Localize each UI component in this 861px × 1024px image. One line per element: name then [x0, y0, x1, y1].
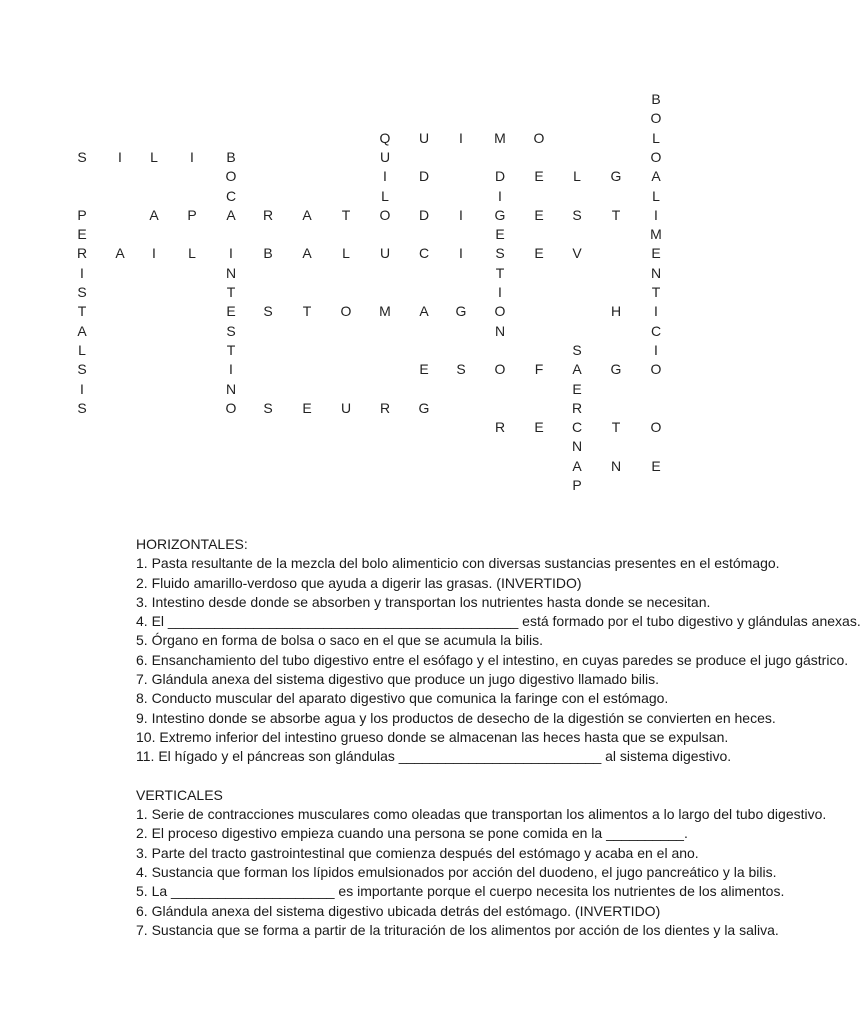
grid-letter: A — [149, 206, 159, 223]
grid-letter: S — [226, 322, 236, 339]
grid-letter: B — [226, 148, 236, 165]
grid-letter: N — [225, 264, 237, 281]
grid-letter: R — [262, 206, 274, 223]
grid-letter: C — [650, 322, 662, 339]
grid-letter: E — [534, 206, 544, 223]
grid-letter: E — [651, 457, 661, 474]
grid-letter: E — [419, 361, 429, 378]
grid-letter: I — [498, 187, 502, 204]
grid-letter: V — [572, 245, 582, 262]
vertical-clue: 4. Sustancia que forman los lípidos emulsionados por acción del duodeno, el jugo pancreático y la bilis. — [136, 864, 777, 881]
grid-letter: O — [379, 206, 391, 223]
grid-letter: A — [302, 245, 312, 262]
vertical-clue: 3. Parte del tracto gastrointestinal que comienza después del estómago y acaba en el ano. — [136, 844, 699, 861]
grid-letter: O — [650, 110, 662, 127]
horizontal-clue-list — [136, 554, 861, 766]
grid-letter: S — [77, 361, 87, 378]
grid-letter: U — [379, 148, 391, 165]
grid-letter: M — [650, 226, 662, 243]
grid-letter: A — [572, 457, 582, 474]
grid-letter: O — [494, 361, 506, 378]
grid-letter: T — [302, 303, 312, 320]
grid-letter: S — [263, 303, 273, 320]
grid-letter: B — [651, 91, 661, 107]
grid-letter: E — [495, 226, 505, 243]
grid-letter: R — [379, 399, 391, 416]
grid-letter: E — [302, 399, 312, 416]
grid-letter: I — [80, 380, 84, 397]
horizontal-clue: 6. Ensanchamiento del tubo digestivo entre el esófago y el intestino, en cuyas paredes se produce el jugo gástrico. — [136, 651, 849, 668]
horizontal-clue: 4. El _____________________________________________ está formado por el tubo digestivo y glándulas anexas. — [136, 613, 861, 630]
grid-letter: Q — [379, 129, 391, 146]
grid-letter: S — [495, 245, 505, 262]
vertical-clue: 5. La _____________________ es importante porque el cuerpo necesita los nutrientes de los alimentos. — [136, 883, 785, 900]
grid-letter: T — [226, 341, 236, 358]
grid-letter: S — [77, 399, 87, 416]
grid-letter: L — [78, 341, 86, 358]
horizontal-clue: 9. Intestino donde se absorbe agua y los productos de desecho de la digestión se convierten en heces. — [136, 709, 776, 726]
grid-letter: C — [418, 245, 430, 262]
grid-letter: I — [459, 245, 463, 262]
grid-letter: E — [534, 419, 544, 436]
grid-letter: I — [654, 303, 658, 320]
grid-letter: G — [455, 303, 467, 320]
vertical-title: VERTICALES — [136, 786, 223, 803]
grid-letter: R — [571, 399, 583, 416]
grid-letter: M — [379, 303, 391, 320]
horizontal-clue: 11. El hígado y el páncreas son glándulas __________________________ al sistema digestivo. — [136, 748, 732, 765]
grid-letter: A — [572, 361, 582, 378]
grid-letter: H — [610, 303, 622, 320]
grid-letter: I — [654, 206, 658, 223]
grid-letter: I — [118, 148, 122, 165]
grid-letter: A — [302, 206, 312, 223]
grid-letter: I — [80, 264, 84, 281]
grid-letter: I — [459, 206, 463, 223]
grid-letter: A — [651, 168, 661, 185]
grid-letter: S — [572, 341, 582, 358]
grid-letter: T — [226, 284, 236, 300]
grid-letter: I — [152, 245, 156, 262]
horizontal-clue: 7. Glándula anexa del sistema digestivo que produce un jugo digestivo llamado bilis. — [136, 671, 659, 688]
grid-letter: O — [225, 399, 237, 416]
grid-letter: O — [650, 361, 662, 378]
grid-letter: N — [571, 438, 583, 455]
horizontal-clue: 10. Extremo inferior del intestino grueso donde se almacenan las heces hasta que se expulsan. — [136, 728, 729, 745]
grid-letter: O — [533, 129, 545, 146]
grid-letter: A — [77, 322, 87, 339]
grid-letter: L — [342, 245, 350, 262]
grid-letter: R — [494, 419, 506, 436]
grid-letter: U — [379, 245, 391, 262]
grid-letter: N — [494, 322, 506, 339]
grid-letter: I — [229, 245, 233, 262]
grid-letter: O — [225, 168, 237, 185]
grid-letter: S — [77, 284, 87, 300]
grid-letter: L — [381, 187, 389, 204]
grid-letter: E — [77, 226, 87, 243]
grid-letter: A — [419, 303, 429, 320]
grid-letter: I — [229, 361, 233, 378]
grid-letter: S — [263, 399, 273, 416]
grid-letter: L — [652, 129, 660, 146]
grid-letter: M — [494, 129, 506, 146]
grid-letter: B — [263, 245, 273, 262]
grid-letter: I — [654, 341, 658, 358]
grid-letter: E — [534, 245, 544, 262]
vertical-clue: 6. Glándula anexa del sistema digestivo ubicada detrás del estómago. (INVERTIDO) — [136, 902, 661, 919]
grid-letter: O — [340, 303, 352, 320]
grid-letter: N — [225, 380, 237, 397]
vertical-clue: 7. Sustancia que se forma a partir de la trituración de los alimentos por acción de los dientes y la saliva. — [136, 921, 779, 938]
grid-letter: U — [340, 399, 352, 416]
grid-letter: S — [77, 148, 87, 165]
grid-letter: C — [571, 419, 583, 436]
grid-letter: N — [610, 457, 622, 474]
grid-letter: A — [226, 206, 236, 223]
grid-letter: S — [456, 361, 466, 378]
grid-letter: I — [459, 129, 463, 146]
grid-letter: L — [150, 148, 158, 165]
grid-letter: P — [572, 477, 582, 493]
horizontal-clue: 2. Fluido amarillo-verdoso que ayuda a digerir las grasas. (INVERTIDO) — [136, 574, 582, 591]
grid-letter: D — [494, 168, 506, 185]
horizontal-clue: 5. Órgano en forma de bolsa o saco en el que se acumula la bilis. — [136, 632, 544, 649]
grid-letter: T — [341, 206, 351, 223]
grid-letter: E — [534, 168, 544, 185]
horizontal-title: HORIZONTALES: — [136, 536, 248, 552]
grid-letter: I — [498, 284, 502, 300]
grid-letter: T — [611, 419, 621, 436]
clues-section — [136, 535, 861, 940]
grid-letter: C — [225, 187, 237, 204]
grid-letter: O — [494, 303, 506, 320]
grid-letter: I — [383, 168, 387, 185]
grid-letter: O — [650, 419, 662, 436]
grid-letter: P — [77, 206, 87, 223]
grid-letter: L — [652, 187, 660, 204]
grid-letter: G — [610, 361, 622, 378]
grid-letter: P — [187, 206, 197, 223]
grid-letter: I — [190, 148, 194, 165]
grid-letter: L — [188, 245, 196, 262]
grid-letter: A — [115, 245, 125, 262]
vertical-clue: 2. El proceso digestivo empieza cuando una persona se pone comida en la __________. — [136, 825, 688, 842]
grid-letter: L — [573, 168, 581, 185]
grid-letter: T — [495, 264, 505, 281]
grid-letter: G — [494, 206, 506, 223]
grid-letter: E — [226, 303, 236, 320]
crossword-grid — [0, 0, 768, 520]
grid-letter: G — [418, 399, 430, 416]
grid-letter: T — [611, 206, 621, 223]
grid-letter: S — [572, 206, 582, 223]
grid-letter: D — [418, 168, 430, 185]
vertical-clue: 1. Serie de contracciones musculares como oleadas que transportan los alimentos a lo largo del tubo digestivo. — [136, 806, 827, 823]
grid-letter: T — [77, 303, 87, 320]
grid-letter: E — [572, 380, 582, 397]
vertical-clue-list — [136, 805, 827, 940]
grid-letter: R — [76, 245, 88, 262]
horizontal-clue: 3. Intestino desde donde se absorben y transportan los nutrientes hasta donde se necesitan. — [136, 593, 711, 610]
grid-letter: N — [650, 264, 662, 281]
grid-letter: O — [650, 148, 662, 165]
grid-letter: D — [418, 206, 430, 223]
grid-letter: F — [534, 361, 544, 378]
grid-letter: U — [418, 129, 430, 146]
horizontal-clue: 1. Pasta resultante de la mezcla del bolo alimenticio con diversas sustancias presentes en el estómago. — [136, 555, 780, 572]
grid-letter: E — [651, 245, 661, 262]
grid-letter: T — [651, 284, 661, 300]
horizontal-clue: 8. Conducto muscular del aparato digestivo que comunica la faringe con el estómago. — [136, 690, 669, 707]
grid-letter: G — [610, 168, 622, 185]
section-spacer — [136, 767, 676, 786]
